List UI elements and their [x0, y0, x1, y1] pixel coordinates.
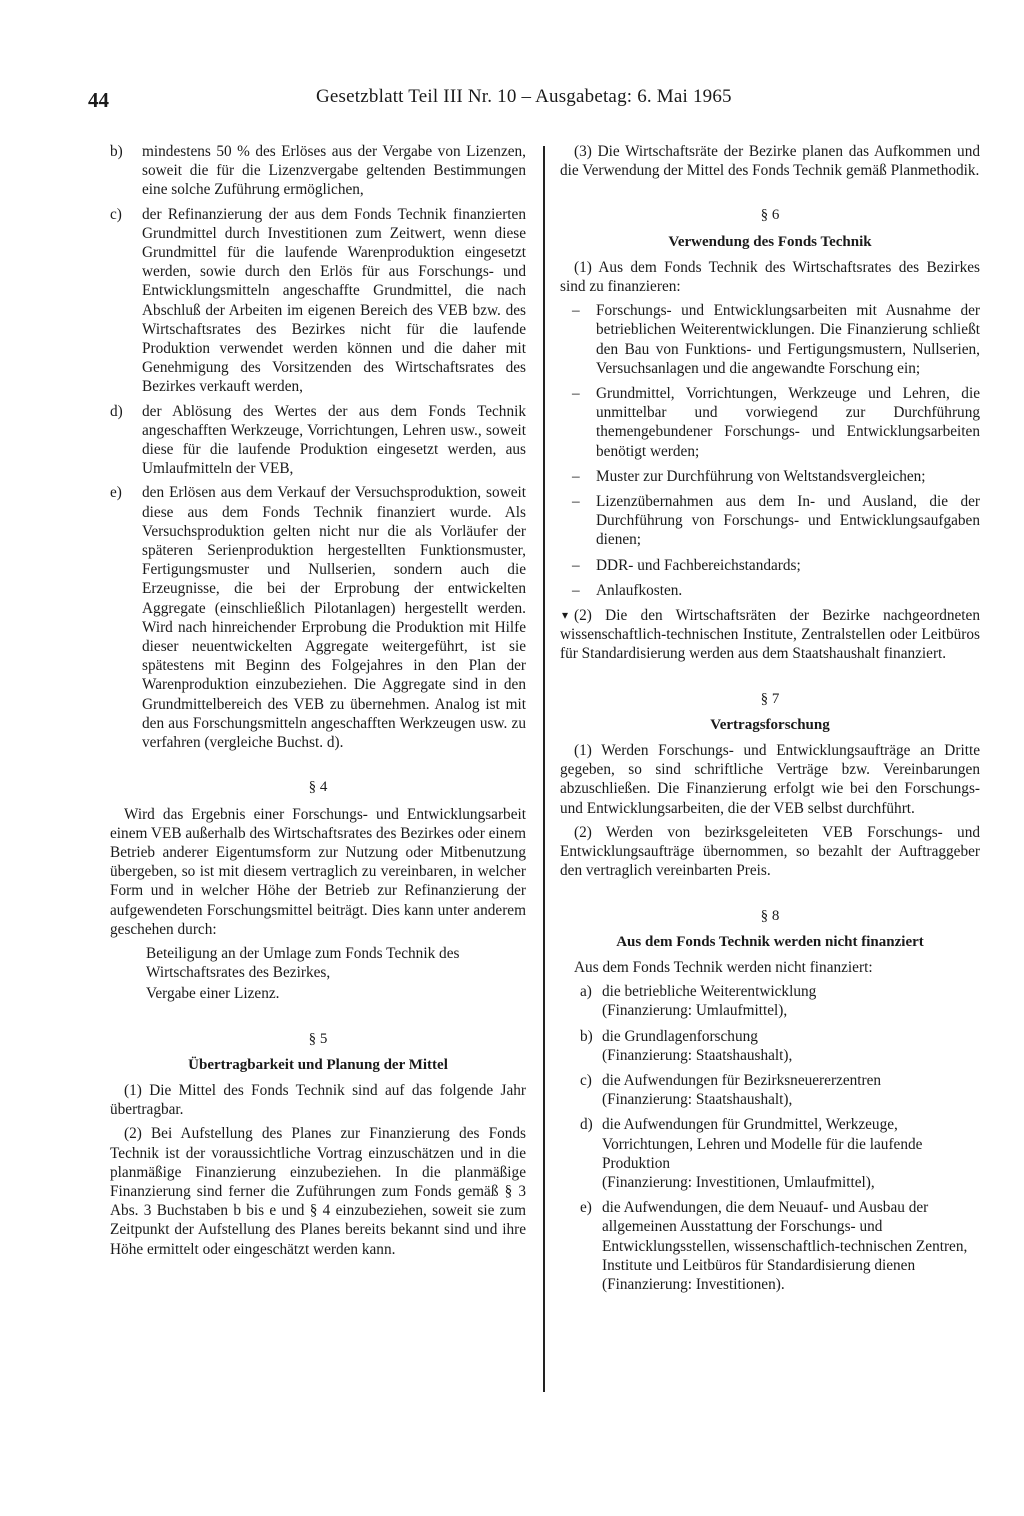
dash-mark: – [572, 556, 580, 574]
page-number: 44 [88, 88, 109, 112]
list-item-e [110, 483, 526, 752]
item-label: a) [580, 983, 592, 1001]
list-item-b [110, 142, 526, 200]
section-6-para-1: (1) Aus dem Fonds Technik des Wirtschaftsrates des Bezirkes sind zu finanzieren: [560, 258, 980, 296]
exclusion-item-c [560, 1071, 980, 1109]
right-column [560, 142, 980, 1300]
section-title: Vertragsforschung [710, 716, 830, 733]
section-8-heading [560, 907, 980, 952]
exclusion-item-e [560, 1198, 980, 1294]
section-title: Übertragbarkeit und Planung der Mittel [188, 1056, 448, 1073]
item-label: c) [110, 205, 122, 223]
section-4-options [110, 944, 526, 1004]
dash-item [560, 492, 980, 550]
section-number: § 6 [760, 207, 780, 224]
dash-mark: – [572, 467, 580, 485]
list-item-d [110, 402, 526, 479]
item-text: die Grundlagenforschung [602, 1027, 758, 1045]
item-label: c) [580, 1071, 592, 1089]
item-text: mindestens 50 % des Erlöses aus der Vergabe von Lizenzen, soweit die für die Lizenzvergabe geltenden Bestimmungen eine solche Zuführung ermöglichen, [142, 143, 526, 199]
section-7-heading [560, 690, 980, 735]
item-text: die Aufwendungen für Grundmittel, Werkzeuge, Vorrichtungen, Lehren und Modelle für die laufende Produktion [602, 1116, 923, 1172]
exclusion-item-b [560, 1027, 980, 1065]
item-financing: (Finanzierung: Staatshaushalt), [602, 1046, 793, 1064]
item-financing: (Finanzierung: Umlaufmittel), [602, 1002, 788, 1020]
dash-text: Anlaufkosten. [596, 581, 683, 599]
column-divider [543, 146, 545, 1392]
section-number: § 7 [760, 690, 780, 707]
section-7-para-2: (2) Werden von bezirksgeleiteten VEB Forschungs- und Entwicklungsaufträge übernommen, so bezahlt der Auftraggeber den vertraglich vereinbarten Preis. [560, 823, 980, 880]
section-title: Verwendung des Fonds Technik [668, 233, 872, 250]
dash-item [560, 467, 980, 486]
item-label: e) [580, 1199, 592, 1217]
section-number: § 8 [760, 907, 780, 924]
item-label: d) [580, 1116, 593, 1134]
item-text: die Aufwendungen für Bezirksneuererzentren [602, 1071, 882, 1089]
item-label: e) [110, 484, 122, 502]
section-number: § 4 [308, 779, 328, 796]
item-text: den Erlösen aus dem Verkauf der Versuchsproduktion, soweit diese aus dem Fonds Technik finanziert wurde. Als Versuchsproduktion gelten nicht nur die als Vorläufer der späteren Serienproduktion hergestellten Funktionsmuster, Fertigungsmuster und Nullserien, sondern auch die Erzeugnisse, die bei der Erprobung der entwickelten Aggregate (einschließlich Pilotanlagen) hergestellt werden. Wird nach hinreichender Erprobung die Produktion mit Hilfe dieser neuentwickelten Aggregate weitergeführt, ist sie spätestens mit Beginn des Folgejahres in den Plan der Warenproduktion einzubeziehen. Die Aggregate sind in den Grundmittelbereich des VEB zu übernehmen. Analog ist mit den aus Forschungsmitteln angeschafften Werkzeugen usw. zu verfahren (vergleiche Buchst. d). [142, 484, 526, 752]
section-4-text: Wird das Ergebnis einer Forschungs- und Entwicklungsarbeit einem VEB außerhalb des Wirtschaftsrates des Bezirkes oder einem Betrieb anderer Eigentumsform zur Nutzung oder Mitbenutzung übergeben, so ist mit diesem vertraglich zu vereinbaren, in welcher Form und in welcher Höhe der Betrieb zur Refinanzierung der aufgewendeten Forschungsmittel beiträgt. Dies kann unter anderem geschehen durch: [110, 805, 526, 938]
option-levy: Beteiligung an der Umlage zum Fonds Technik des Wirtschaftsrates des Bezirkes, [146, 944, 460, 982]
dash-text: DDR- und Fachbereichstandards; [596, 556, 801, 574]
item-financing: (Finanzierung: Staatshaushalt), [602, 1091, 793, 1109]
item-label: d) [110, 402, 123, 420]
dash-text: Lizenzübernahmen aus dem In- und Ausland, die der Durchführung von Forschungs- und Entwicklungsaufgaben dienen; [596, 493, 980, 549]
dash-text: Muster zur Durchführung von Weltstandsvergleichen; [596, 467, 926, 485]
section-7-para-1: (1) Werden Forschungs- und Entwicklungsaufträge an Dritte gegeben, so sind schriftliche Verträge bzw. Vereinbarungen abzuschließen. Die Finanzierung erfolgt wie bei den Forschungs- und Entwicklungsarbeiten, die der VEB selbst durchführt. [560, 742, 980, 817]
left-column [110, 142, 526, 1264]
section-number: § 5 [308, 1030, 328, 1047]
dash-mark: – [572, 581, 580, 599]
dash-mark: – [572, 385, 580, 403]
item-text: der Ablösung des Wertes der aus dem Fonds Technik angeschafften Werkzeuge, Vorrichtungen, Lehren usw., soweit diese für die laufende Produktion eingesetzt werden, aus Umlaufmitteln der VEB, [142, 402, 526, 478]
section-8-intro: Aus dem Fonds Technik werden nicht finanziert: [574, 958, 873, 976]
margin-mark: ▾ [562, 608, 569, 623]
section-6-para-2 [560, 606, 980, 664]
section-5-para-2: (2) Bei Aufstellung des Planes zur Finanzierung des Fonds Technik ist der voraussichtliche Vortrag einzuschätzen und in die planmäßige Finanzierung einzubeziehen. In die planmäßige Finanzierung sind ferner die Zuführungen zum Fonds gemäß § 3 Abs. 3 Buchstaben b bis e und § 4 einzubeziehen, soweit sie zum Zeitpunkt der Aufstellung des Planes bereits bekannt sind und ihre Höhe ermittelt oder eingeschätzt werden kann. [110, 1125, 526, 1258]
dash-mark: – [572, 302, 580, 320]
section-6-heading [560, 206, 980, 251]
section-5-para-1: (1) Die Mittel des Fonds Technik sind auf das folgende Jahr übertragbar. [110, 1081, 526, 1119]
running-header: Gesetzblatt Teil III Nr. 10 – Ausgabetag: 6. Mai 1965 [316, 86, 732, 107]
item-label: b) [110, 143, 123, 160]
section-5-heading [110, 1030, 526, 1075]
section-title: Aus dem Fonds Technik werden nicht finanziert [616, 933, 924, 950]
section-5-para-3: (3) Die Wirtschaftsräte der Bezirke planen das Aufkommen und die Verwendung der Mittel des Fonds Technik gemäß Planmethodik. [560, 143, 980, 180]
item-label: b) [580, 1027, 593, 1045]
option-license: Vergabe einer Lizenz. [146, 985, 280, 1003]
list-item-c [110, 205, 526, 397]
paragraph-text: (2) Die den Wirtschaftsräten der Bezirke nachgeordneten wissenschaftlich-technischen Institute, Zentralstellen oder Leitbüros für Standardisierung werden aus dem Staatshaushalt finanziert. [560, 607, 980, 663]
dash-text: Forschungs- und Entwicklungsarbeiten mit Ausnahme der betrieblichen Weiterentwicklungen. Die Finanzierung schließt den Bau von Funktions- und Fertigungsmustern, Nullserien, Versuchsanlagen und die angewandte Forschung ein; [596, 302, 980, 377]
exclusion-item-d [560, 1115, 980, 1192]
item-financing: (Finanzierung: Investitionen, Umlaufmittel), [602, 1173, 875, 1191]
item-text: der Refinanzierung der aus dem Fonds Technik finanzierten Grundmittel durch Investitionen zum Zeitwert, wenn diese Grundmittel für die laufende Warenproduktion eingesetzt werden, sowie durch den Erlös für aus Forschungs- und Entwicklungsmitteln angeschaffte Grundmittel, die nach Abschluß der Arbeiten im eigenen Bereich des VEB bzw. des Wirtschaftsrates des Bezirkes nicht für die laufende Produktion verwendet werden können und die daher mit Genehmigung des Vorsitzenden des Wirtschaftsrates des Bezirkes verkauft werden, [142, 205, 526, 396]
exclusion-item-a [560, 982, 980, 1020]
dash-text: Grundmittel, Vorrichtungen, Werkzeuge und Lehren, die unmittelbar und vorwiegend zur Durchführung themengebundener Forschungs- und Entwicklungsarbeiten benötigt werden; [596, 385, 980, 460]
dash-item [560, 581, 980, 600]
dash-item [560, 384, 980, 461]
section-4-heading [110, 778, 526, 797]
item-financing: (Finanzierung: Investitionen). [602, 1275, 785, 1293]
item-text: die Aufwendungen, die dem Neuauf- und Ausbau der allgemeinen Ausstattung der Forschungs- und Entwicklungsstellen, wissenschaftlich-technischen Zentren, Institute und Leitbüros für Standardisierung dienen [602, 1199, 968, 1274]
item-text: die betriebliche Weiterentwicklung [602, 983, 817, 1001]
dash-item [560, 556, 980, 575]
dash-mark: – [572, 493, 580, 511]
dash-item [560, 301, 980, 378]
